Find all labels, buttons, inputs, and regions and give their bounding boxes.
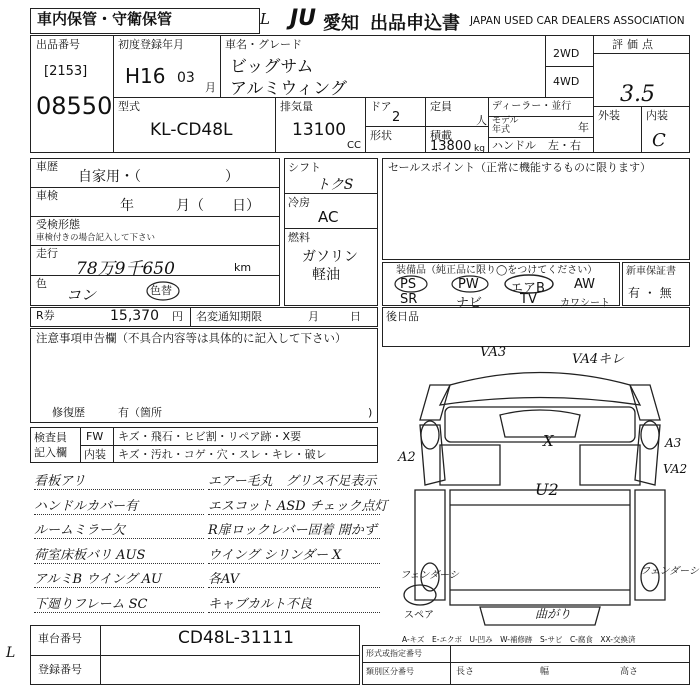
chassis-label: 車台番号 xyxy=(38,632,82,645)
mark-va2: VA2 xyxy=(663,462,688,476)
mark-va4: VA4キレ xyxy=(572,352,625,367)
fuel-label: 燃料 xyxy=(288,231,310,244)
doors-label: ドア xyxy=(370,100,392,113)
shift-value: トクS xyxy=(316,177,354,193)
lot-number: 08550 xyxy=(36,92,113,120)
warranty-value: 有 ・ 無 xyxy=(628,286,672,300)
class-number-label: 類別区分番号 xyxy=(366,667,414,676)
registration-label: 初度登録年月 xyxy=(118,38,184,51)
sales-point-label: セールスポイント（正常に機能するものに限ります） xyxy=(388,161,652,174)
inspection-label: 車検 xyxy=(36,189,58,202)
type-spec-label: 形式或指定番号 xyxy=(366,649,422,658)
year-unit: 年 xyxy=(578,121,589,134)
mark-u2: U2 xyxy=(535,480,559,499)
height-label: 高さ xyxy=(620,667,639,677)
mark-a3: A3 xyxy=(665,436,682,450)
mark-fender-left: フェンダーシ xyxy=(400,570,459,581)
model-label: 型式 xyxy=(118,100,140,113)
capacity-unit: 人 xyxy=(476,114,487,127)
fuel-diesel: 軽油 xyxy=(312,267,340,283)
remark-line: 荷室床板バリ AUS xyxy=(34,547,146,563)
history-value: 自家用・（ ） xyxy=(78,169,239,185)
length-label: 長さ xyxy=(456,667,475,677)
remark-rule xyxy=(208,514,380,515)
remark-rule xyxy=(34,489,204,490)
model-year-label: モデル 年式 xyxy=(492,116,519,135)
later-items-label: 後日品 xyxy=(386,310,419,323)
fw-label: FW xyxy=(86,430,104,443)
remark-rule xyxy=(34,563,204,564)
dealer-parallel: ディーラー・並行 xyxy=(492,101,572,112)
mark-spare: スペア xyxy=(404,610,434,621)
remark-rule xyxy=(34,538,204,539)
interior-grade: C xyxy=(652,130,666,151)
car-name-label: 車名・グレード xyxy=(225,38,302,51)
fw-items: キズ・飛石・ヒビ割・リペア跡・X要 xyxy=(118,430,302,443)
lot-sub-number: [2153] xyxy=(44,64,88,79)
top-grid xyxy=(30,35,690,153)
drive-2wd: 2WD xyxy=(553,47,580,60)
interior-label: 内装 xyxy=(646,109,668,122)
inspection-value: 年 月（ 日） xyxy=(120,198,260,214)
width-label: 幅 xyxy=(540,667,550,677)
registration-number-label: 登録番号 xyxy=(38,663,82,676)
kg-unit: kg xyxy=(474,144,485,154)
storage-box xyxy=(30,8,260,34)
equip-airbag: エアB xyxy=(510,281,545,296)
form-title: 出品申込書 xyxy=(370,13,460,34)
ju-logo: JU xyxy=(290,6,317,31)
mark-bent: 曲がり xyxy=(535,607,572,621)
load-value: 13800 xyxy=(430,139,472,154)
remark-line: アルミB ウイング AU xyxy=(34,572,162,587)
paint-change-circle xyxy=(145,280,181,302)
mileage-label: 走行 xyxy=(36,247,58,260)
model-code: KL-CD48L xyxy=(150,120,233,140)
remark-rule xyxy=(34,612,204,613)
storage-mark: L xyxy=(260,10,270,28)
mark-a2: A2 xyxy=(398,450,416,465)
load-label: 積載 xyxy=(430,129,452,142)
remark-line: 看板アリ xyxy=(34,474,86,489)
repair-label: 修復歴 xyxy=(52,406,85,419)
storage-note: 車内保管・守衛保管 xyxy=(37,10,173,28)
score-value: 3.5 xyxy=(620,82,655,107)
remark-line: R扉ロックレバー固着 開かず xyxy=(208,523,377,538)
handle-label: ハンドル xyxy=(492,139,536,152)
interior-check-label: 内装 xyxy=(84,448,106,461)
deadline-month: 月 xyxy=(308,310,319,323)
month-unit: 月 xyxy=(205,81,216,94)
warranty-label: 新車保証書 xyxy=(626,266,676,277)
equip-leather: カワシート xyxy=(560,298,610,309)
auction-sheet: 車内保管・守衛保管 L JU 愛知 出品申込書 JAPAN USED CAR DEALERS ASSOCIATION 出品番号 [2153] 08550 初度登録年月 H16 03 月 車名・グレード ビッグサム アルミウィング 2WD 4WD 評価点 3.5 外装 内装 C 型式 KL-CD48L 排気量 13100 CC ドア 2 定員 人 形状 積載 13800 kg ディーラー・並行 モデル 年式 年 ハンドル 左・右 車歴 自家用・（ ） 車検 年 月（ 日） 受検形態 車検付きの場合記入して下さい 走行 78万9千650 km 色 コン 色替 シフト トクS 冷房 AC 燃料 ガソリン 軽油 セールスポイント（正常に機能するものに限ります） 装備品（純正品に限り◯をつけてください） PS PW エアB AW SR ナビ TV カワシート 新車保証書 有 ・ 無 R券 15,370 円 名変通知期限 月 日 後日品 注意事項申告欄（不具合内容等は具体的に記入して下さい） 修復歴 有（箇所 ) 検査員 記入欄 FW キズ・飛石・ヒビ割・リペア跡・X要 内装 キズ・汚れ・コゲ・穴・スレ・キレ・破レ 看板アリ ハンドルカバー有 ルームミラー欠 荷室床板バリ AUS アルミB ウイング AU 下廻りフレーム SC エアー毛丸 グリス不足表示 エスコット ASD チェック点灯 R扉ロックレバー固着 開かず ウイング シリンダー X 各AV キャブカルト不良 VA3 VA4キレ A3 A2 VA2 X U2 フェンダーシ フェンダーシ スペア 曲がり A-キズ E-エクボ U-凹み W-補修跡 S-サビ C-腐食 XX-交換済 車台番号 CD48L-31111 登録番号 L 形式或指定番号 類別区分番号 長さ 幅 高さ xyxy=(0,0,700,700)
equip-aw: AW xyxy=(574,277,596,292)
repair-value: 有（箇所 xyxy=(118,406,162,419)
branch-name: 愛知 xyxy=(323,13,359,34)
recycle-value: 15,370 xyxy=(110,308,159,324)
car-name: ビッグサム xyxy=(230,57,314,77)
remark-line: ルームミラー欠 xyxy=(34,523,126,538)
color-label: 色 xyxy=(36,277,47,290)
history-label: 車歴 xyxy=(36,160,58,173)
displacement-value: 13100 xyxy=(292,120,347,140)
transfer-sub: 車検付きの場合記入して下さい xyxy=(36,233,156,243)
remark-rule xyxy=(208,538,380,539)
registration-month: 03 xyxy=(177,70,195,86)
later-items-block xyxy=(382,307,690,347)
fuel-value: ガソリン xyxy=(302,249,358,265)
mark-x: X xyxy=(543,432,554,450)
doors-value: 2 xyxy=(392,110,401,125)
paint-change-label: 色替 xyxy=(150,284,172,297)
remark-line: キャブカルト不良 xyxy=(208,596,312,612)
interior-check-items: キズ・汚れ・コゲ・穴・スレ・キレ・破レ xyxy=(118,448,327,461)
damage-legend: A-キズ E-エクボ U-凹み W-補修跡 S-サビ C-腐食 XX-交換済 xyxy=(402,635,636,644)
mark-va3: VA3 xyxy=(480,345,507,360)
capacity-label: 定員 xyxy=(430,100,452,113)
left-margin-mark: L xyxy=(6,645,16,661)
equip-pw: PW xyxy=(458,277,479,292)
equip-tv: TV xyxy=(520,292,537,307)
transfer-label: 受検形態 xyxy=(36,218,80,231)
color-value: コン xyxy=(66,286,97,304)
chassis-number: CD48L-31111 xyxy=(178,628,294,648)
equip-navi: ナビ xyxy=(456,296,483,311)
equip-ps: PS xyxy=(400,277,417,292)
remark-line: エスコット ASD チェック点灯 xyxy=(208,498,388,514)
score-label: 評価点 xyxy=(612,38,657,51)
remark-rule xyxy=(34,587,204,588)
mark-fender-right: フェンダーシ xyxy=(640,566,699,577)
association-name: JAPAN USED CAR DEALERS ASSOCIATION xyxy=(470,15,685,27)
remark-line: エアー毛丸 グリス不足表示 xyxy=(208,474,377,489)
shape-label: 形状 xyxy=(370,129,392,142)
lot-label: 出品番号 xyxy=(36,38,80,51)
remark-rule xyxy=(208,587,380,588)
equip-sr: SR xyxy=(400,292,418,307)
remark-rule xyxy=(208,489,380,490)
handle-options: 左・右 xyxy=(548,139,581,152)
transfer-deadline-label: 名変通知期限 xyxy=(196,310,262,323)
registration-year: H16 xyxy=(125,64,166,88)
yen-unit: 円 xyxy=(172,310,183,323)
ac-value: AC xyxy=(318,208,339,226)
car-grade: アルミウィング xyxy=(230,79,347,99)
remark-line: ウイング シリンダー X xyxy=(208,547,342,563)
remark-rule xyxy=(208,563,380,564)
equipment-circles xyxy=(382,262,620,306)
inspector-label: 検査員 xyxy=(34,431,67,444)
remark-rule xyxy=(34,514,204,515)
remark-line: ハンドルカバー有 xyxy=(34,498,139,514)
km-unit: km xyxy=(234,261,252,274)
displacement-label: 排気量 xyxy=(280,100,313,113)
inspector-entry-label: 記入欄 xyxy=(34,446,67,459)
remark-line: 下廻りフレーム SC xyxy=(34,596,148,612)
drive-4wd: 4WD xyxy=(553,75,580,88)
deadline-day: 日 xyxy=(350,310,361,323)
exterior-label: 外装 xyxy=(598,109,620,122)
shift-label: シフト xyxy=(288,161,321,174)
ac-label: 冷房 xyxy=(288,196,310,209)
cc-unit: CC xyxy=(347,140,361,151)
mileage-value: 78万9千650 xyxy=(76,259,175,279)
remark-rule xyxy=(208,612,380,613)
equipment-label: 装備品（純正品に限り◯をつけてください） xyxy=(396,265,598,276)
remark-line: 各AV xyxy=(208,572,240,587)
recycle-label: R券 xyxy=(36,309,55,322)
notes-label: 注意事項申告欄（不具合内容等は具体的に記入して下さい） xyxy=(36,331,347,345)
